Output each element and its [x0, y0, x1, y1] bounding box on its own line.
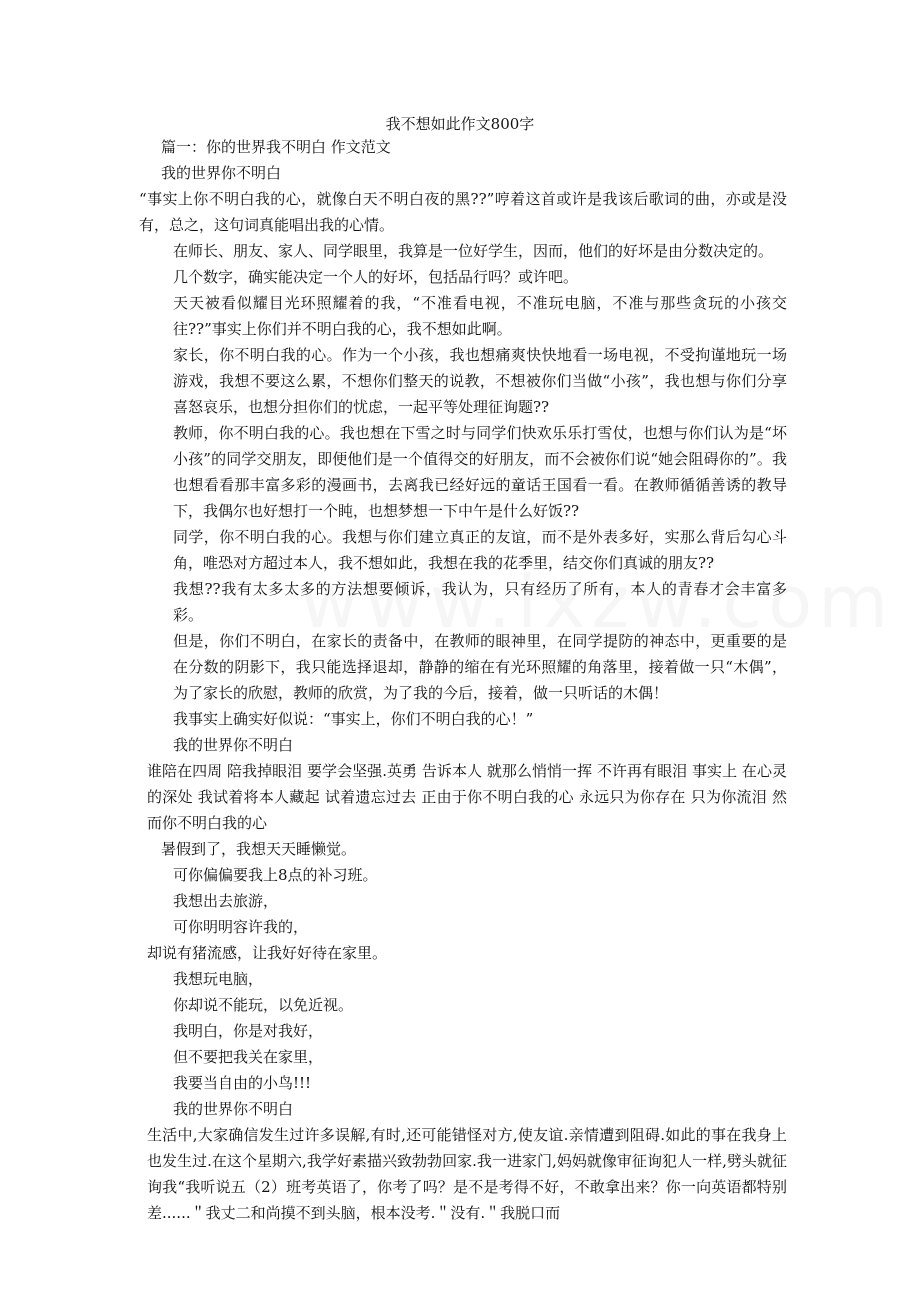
document-body: [139, 134, 787, 1226]
paragraph: “事实上你不明白我的心，就像白天不明白夜的黑??”哼着这首或许是我该后歌词的曲，亦或是没有，总之，这句词真能唱出我的心情。: [139, 190, 787, 234]
paragraph: 我想出去旅游，: [173, 892, 279, 910]
paragraph: 天天被看似耀目光环照耀着的我，“不准看电视，不准玩电脑，不准与那些贪玩的小孩交往??”事实上你们并不明白我的心，我不想如此啊。: [173, 294, 787, 338]
paragraph: 生活中,大家确信发生过许多误解,有时,还可能错怪对方,使友谊.亲情遭到阻碍.如此的事在我身上也发生过.在这个星期六,我学好素描兴致勃勃回家.我一进家门,妈妈就像审征询犯人一样,劈头就征询我“我听说五（2）班考英语了，你考了吗？是不是考得不好，不敢拿出来？你一向英语都特别差......＂我丈二和尚摸不到头脑，根本没考.＂没有.＂我脱口而: [147, 1126, 787, 1222]
paragraph: 我想??我有太多太多的方法想要倾诉，我认为，只有经历了所有，本人的青春才会丰富多彩。: [173, 580, 787, 624]
paragraph: 但不要把我关在家里，: [173, 1048, 324, 1066]
paragraph: 你却说不能玩，以免近视。: [173, 996, 354, 1014]
paragraph: 我事实上确实好似说：“事实上，你们不明白我的心！”: [173, 710, 534, 728]
paragraph: 谁陪在四周 陪我掉眼泪 要学会坚强.英勇 告诉本人 就那么悄悄一挥 不许再有眼泪 事实上 在心灵的深处 我试着将本人藏起 试着遗忘过去 正由于你不明白我的心 永远只为你存在 只为你流泪 然而你不明白我的心: [147, 762, 787, 832]
document-title: 我不想如此作文800字: [385, 115, 535, 133]
paragraph: 我的世界你不明白: [173, 736, 294, 754]
paragraph: 家长，你不明白我的心。作为一个小孩，我也想痛爽快快地看一场电视，不受拘谨地玩一场游戏，我想不要这么累，不想你们整天的说教，不想被你们当做“小孩”，我也想与你们分享喜怒哀乐，也想分担你们的忧虑，一起平等处理征询题??: [173, 346, 787, 416]
paragraph: 可你偏偏要我上8点的补习班。: [173, 866, 378, 884]
paragraph: 我明白，你是对我好，: [173, 1022, 324, 1040]
paragraph: 暑假到了，我想天天睡懒觉。: [161, 840, 357, 858]
paragraph: 却说有猪流感，让我好好待在家里。: [147, 944, 388, 962]
paragraph: 我的世界你不明白: [173, 1100, 294, 1118]
paragraph: 篇一：你的世界我不明白 作文范文: [161, 138, 391, 156]
paragraph: 教师，你不明白我的心。我也想在下雪之时与同学们快欢乐乐打雪仗，也想与你们认为是“坏小孩”的同学交朋友，即便他们是一个值得交的好朋友，而不会被你们说“她会阻碍你的”。我也想看看那丰富多彩的漫画书，去离我已经好远的童话王国看一看。在教师循循善诱的教导下，我偶尔也好想打一个盹，也想梦想一下中午是什么好饭??: [173, 424, 787, 520]
paragraph: 几个数字，确实能决定一个人的好坏，包括品行吗？或许吧。: [173, 268, 579, 286]
paragraph: 我要当自由的小鸟!!!: [173, 1074, 312, 1092]
paragraph: 可你明明容许我的，: [173, 918, 309, 936]
paragraph: 在师长、朋友、家人、同学眼里，我算是一位好学生，因而，他们的好坏是由分数决定的。: [173, 242, 774, 260]
paragraph: 我的世界你不明白: [161, 164, 282, 182]
paragraph: 但是，你们不明白，在家长的责备中，在教师的眼神里，在同学提防的神态中，更重要的是在分数的阴影下，我只能选择退却，静静的缩在有光环照耀的角落里，接着做一只“木偶”，为了家长的欣慰，教师的欣赏，为了我的今后，接着，做一只听话的木偶！: [173, 632, 787, 702]
paragraph: 同学，你不明白我的心。我想与你们建立真正的友谊，而不是外表多好，实那么背后勾心斗角，唯恐对方超过本人，我不想如此，我想在我的花季里，结交你们真诚的朋友??: [173, 528, 787, 572]
paragraph: 我想玩电脑，: [173, 970, 264, 988]
